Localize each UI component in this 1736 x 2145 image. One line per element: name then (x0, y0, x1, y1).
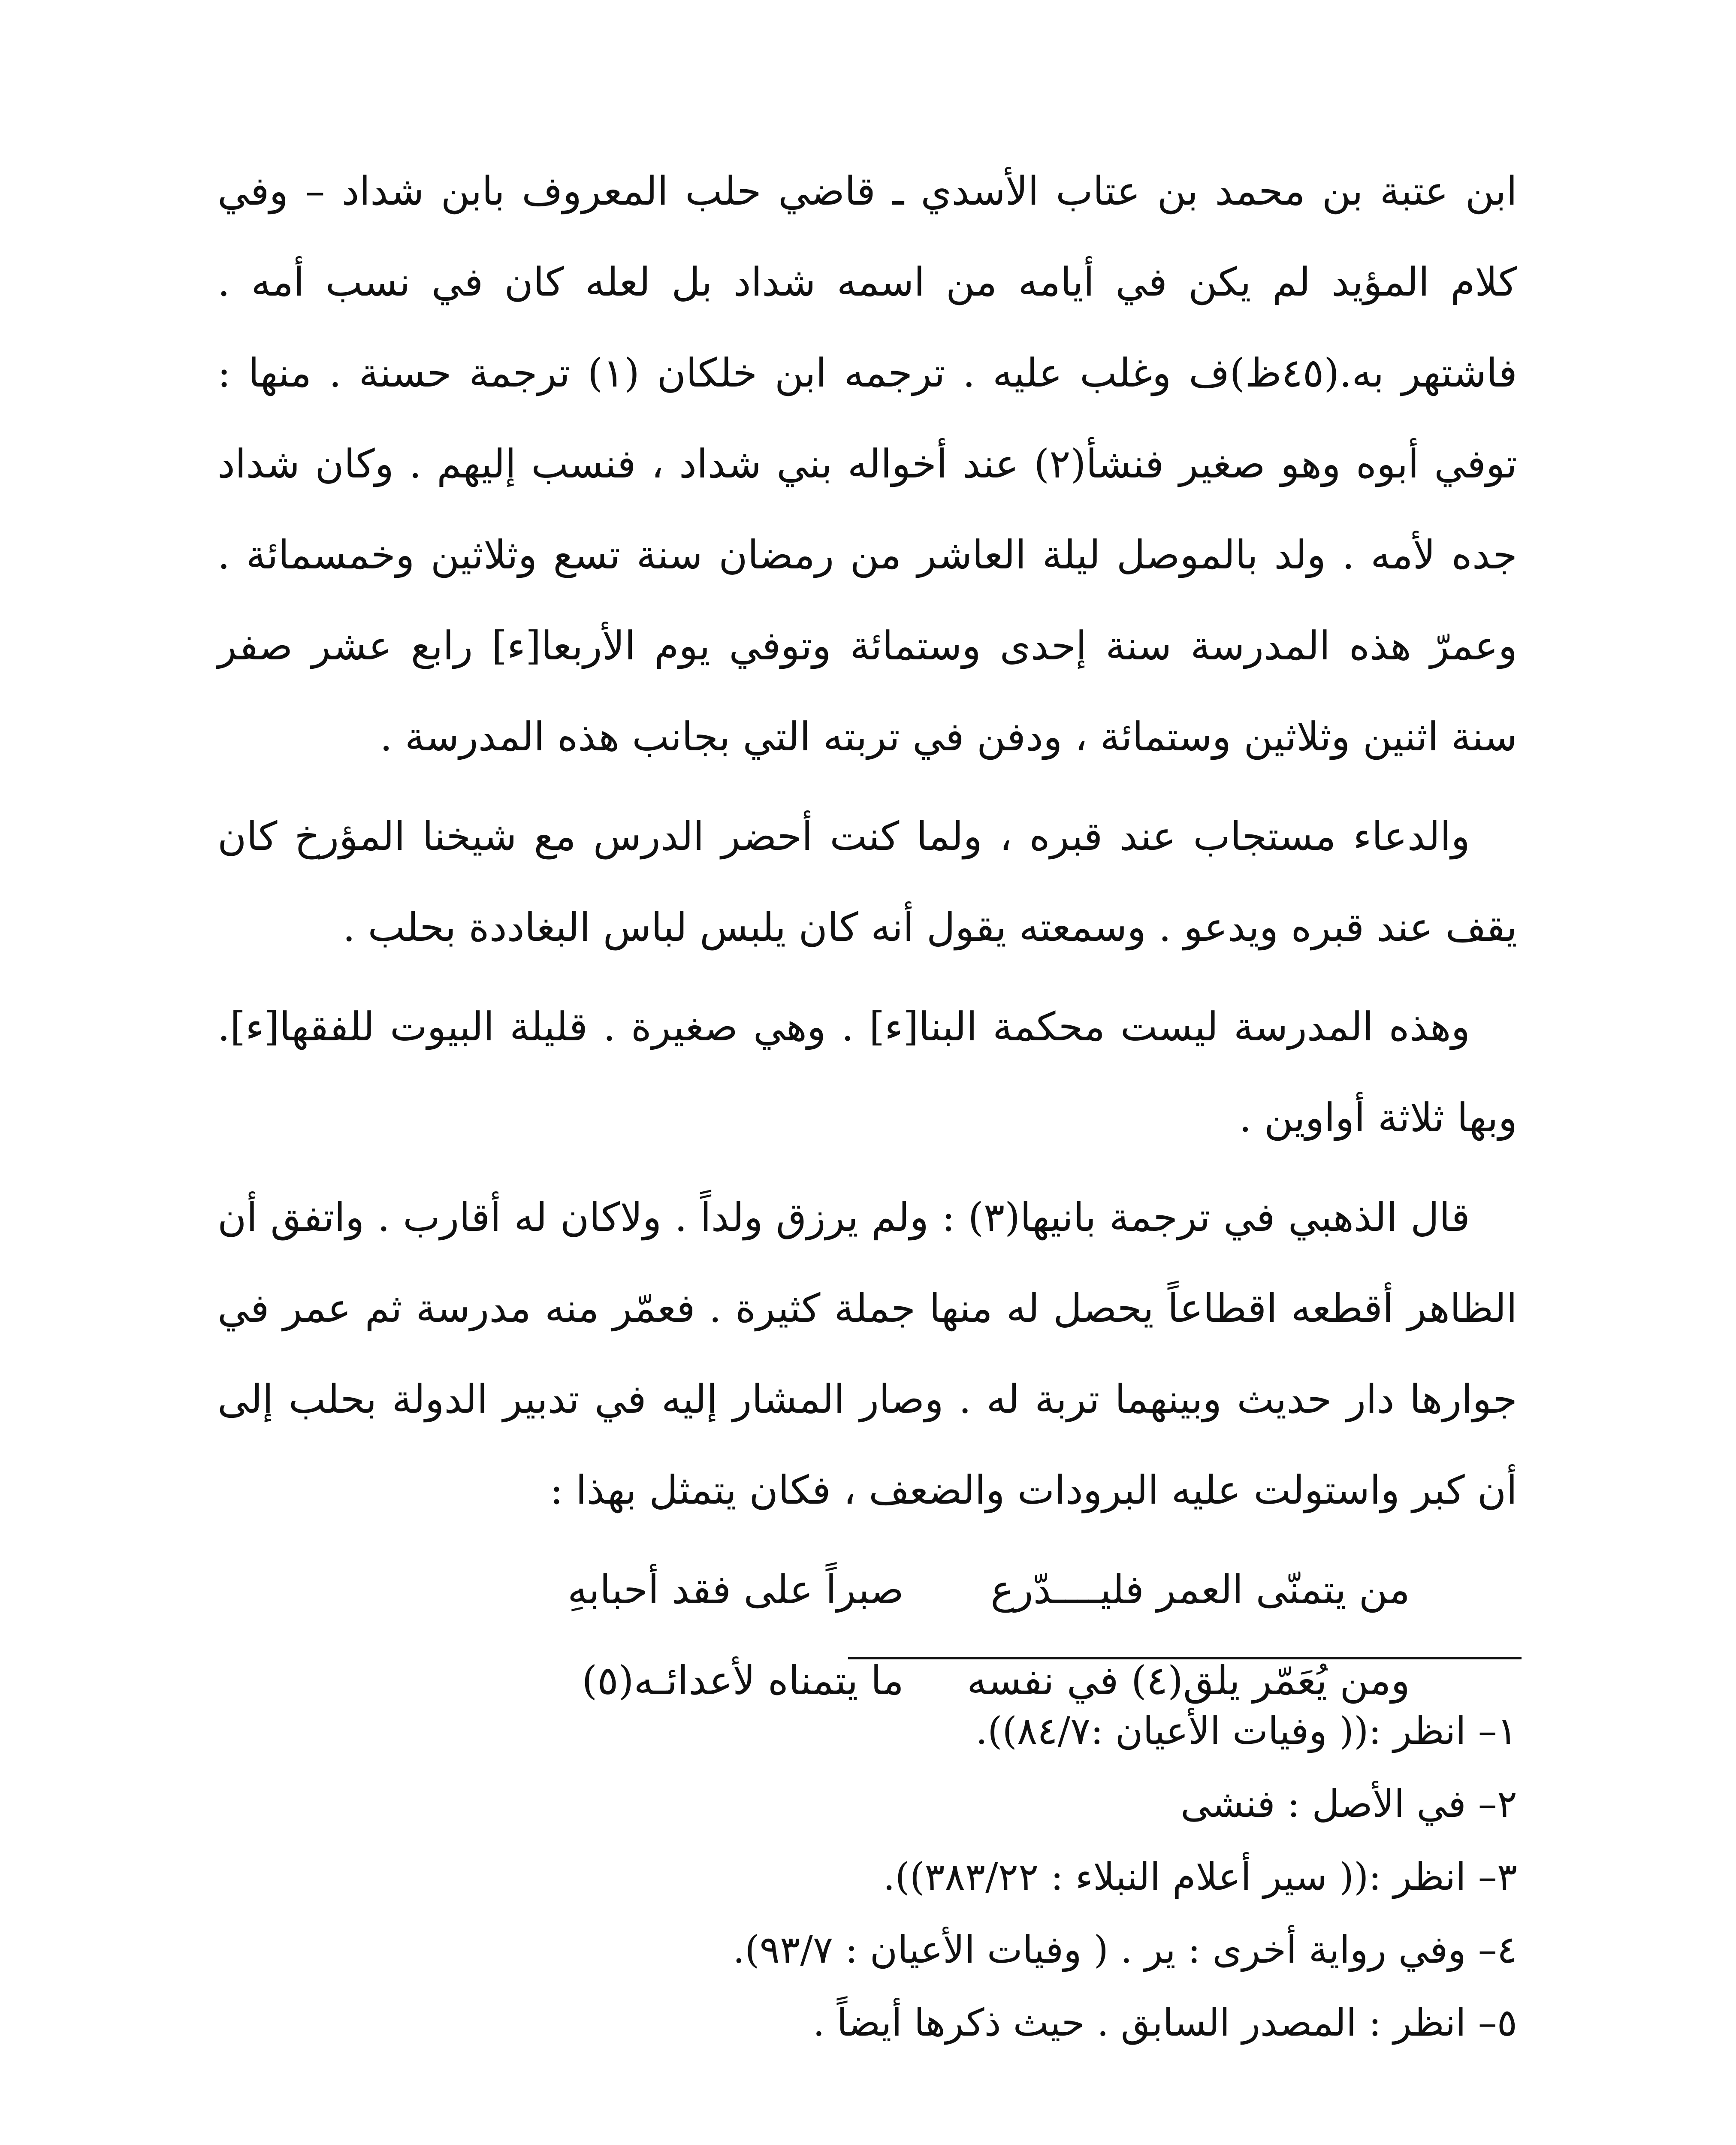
paragraph-school-description: وهذه المدرسة ليست محكمة البنا[ء] . وهي صغيرة . قليلة البيوت للفقها[ء]. وبها ثلاثة أواوين . (217, 1004, 1517, 1141)
verse-second-hemistich: ما يتمناه لأعدائـه(٥) (582, 1658, 904, 1704)
footnote-item: ٥– انظر : المصدر السابق . حيث ذكرها أيضاً . (812, 2000, 1517, 2045)
footnote-item: ٢– في الأصل : فنشى (1180, 1782, 1517, 1826)
main-text (217, 146, 1517, 1726)
footnote-item: ٤– وفي رواية أخرى : ير . ( وفيات الأعيان : ٩٣/٧). (733, 1927, 1517, 1972)
paragraph-tomb-prayer: والدعاء مستجاب عند قبره ، ولما كنت أحضر الدرس مع شيخنا المؤرخ كان يقف عند قبره ويدعو . وسمعته يقول أنه كان يلبس لباس البغاددة بحلب . (217, 813, 1517, 950)
paragraph-dhahabi-quote: قال الذهبي في ترجمة بانيها(٣) : ولم يرزق ولداً . ولاكان له أقارب . واتفق أن الظاهر أقطعه اقطاعاً يحصل له منها جملة كثيرة . فعمّر منه مدرسة ثم عمر في جوارها دار حديث وبينهما تربة له . وصار المشار إليه في تدبير الدولة بحلب إلى أن كبر واستولت عليه البرودات والضعف ، فكان يتمثل بهذا : (217, 1194, 1517, 1513)
verse-line (217, 1544, 1410, 1635)
footnote-item: ٣– انظر :(( سير أعلام النبلاء : ٣٨٣/٢٢)). (883, 1855, 1517, 1899)
paragraph-biography: ابن عتبة بن محمد بن عتاب الأسدي ـ قاضي حلب المعروف بابن شداد – وفي كلام المؤيد لم يكن في أيامه من اسمه شداد بل لعله كان في نسب أمه . فاشتهر به.(٤٥ظ)ف وغلب عليه . ترجمه ابن خلكان (١) ترجمة حسنة . منها : توفي أبوه وهو صغير فنشأ(٢) عند أخواله بني شداد ، فنسب إليهم . وكان شداد جده لأمه . ولد بالموصل ليلة العاشر من رمضان سنة تسع وثلاثين وخمسمائة . وعمرّ هذه المدرسة سنة إحدى وستمائة وتوفي يوم الأربعا[ء] رابع عشر صفر سنة اثنين وثلاثين وستمائة ، ودفن في تربته التي بجانب هذه المدرسة . (217, 168, 1517, 760)
verse-second-hemistich: صبراً على فقد أحبابهِ (568, 1567, 904, 1613)
footnotes (402, 1695, 1517, 2059)
verse-first-hemistich: ومن يُعَمّر يلق(٤) في نفسه (967, 1658, 1410, 1704)
verse-first-hemistich: من يتمنّى العمر فليــــدّرع (990, 1567, 1410, 1613)
footnote-item: ١– انظر :(( وفيات الأعيان :٨٤/٧)). (975, 1709, 1517, 1753)
footnote-separator (848, 1657, 1522, 1659)
